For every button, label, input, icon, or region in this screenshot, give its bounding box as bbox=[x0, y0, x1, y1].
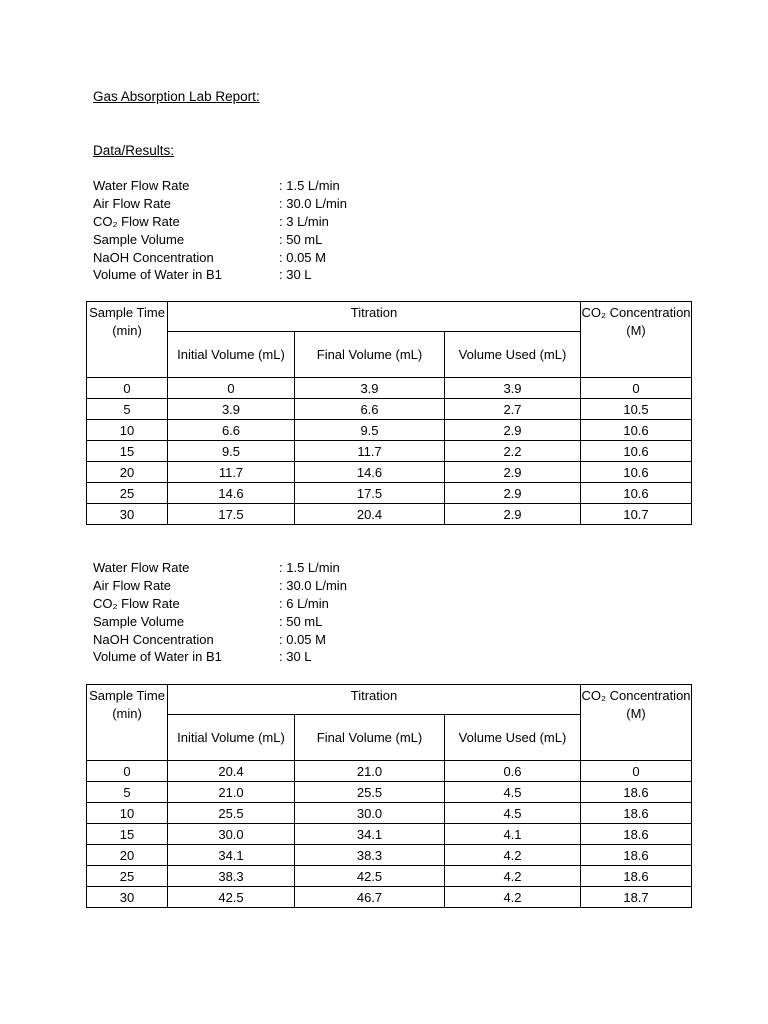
cell-volume-used: 4.2 bbox=[445, 866, 581, 887]
table-row bbox=[87, 420, 692, 441]
param-value: : 1.5 L/min bbox=[279, 178, 340, 193]
header-titration: Titration bbox=[168, 302, 581, 332]
table-row bbox=[87, 803, 692, 824]
param-row bbox=[93, 195, 493, 213]
cell-volume-used: 3.9 bbox=[445, 378, 581, 399]
param-row bbox=[93, 213, 493, 231]
cell-co2-concentration: 10.7 bbox=[581, 504, 692, 525]
param-value: : 30.0 L/min bbox=[279, 577, 347, 593]
header-sample-time: Sample Time (min) bbox=[87, 302, 168, 378]
param-value: : 50 mL bbox=[279, 231, 323, 247]
cell-volume-used: 2.2 bbox=[445, 441, 581, 462]
cell-sample-time: 10 bbox=[87, 803, 168, 824]
cell-co2-concentration: 10.6 bbox=[581, 441, 692, 462]
section-heading: Data/Results: bbox=[93, 143, 175, 158]
param-label: NaOH Concentration bbox=[93, 249, 214, 265]
cell-co2-concentration: 18.6 bbox=[581, 845, 692, 866]
cell-volume-used: 2.9 bbox=[445, 483, 581, 504]
cell-sample-time: 5 bbox=[87, 782, 168, 803]
cell-co2-concentration: 10.5 bbox=[581, 399, 692, 420]
cell-initial-volume: 30.0 bbox=[168, 824, 295, 845]
cell-initial-volume: 6.6 bbox=[168, 420, 295, 441]
cell-sample-time: 30 bbox=[87, 504, 168, 525]
cell-final-volume: 14.6 bbox=[295, 462, 445, 483]
param-label: Sample Volume bbox=[93, 231, 185, 247]
cell-co2-concentration: 10.6 bbox=[581, 420, 692, 441]
param-label: Sample Volume bbox=[93, 613, 185, 629]
cell-final-volume: 30.0 bbox=[295, 803, 445, 824]
cell-sample-time: 25 bbox=[87, 866, 168, 887]
cell-co2-concentration: 0 bbox=[581, 761, 692, 782]
param-label: Air Flow Rate bbox=[93, 195, 172, 211]
cell-co2-concentration: 18.6 bbox=[581, 782, 692, 803]
cell-initial-volume: 38.3 bbox=[168, 866, 295, 887]
param-label: Volume of Water in B1 bbox=[93, 649, 222, 665]
header-sample-time: Sample Time (min) bbox=[87, 685, 168, 761]
cell-sample-time: 20 bbox=[87, 845, 168, 866]
cell-volume-used: 4.2 bbox=[445, 845, 581, 866]
param-label: NaOH Concentration bbox=[93, 631, 214, 647]
param-row bbox=[93, 559, 493, 577]
param-label: CO₂ Flow Rate bbox=[93, 595, 180, 611]
header-co2-concentration: CO₂ Concentration (M) bbox=[581, 685, 692, 761]
cell-final-volume: 6.6 bbox=[295, 399, 445, 420]
header-final-volume: Final Volume (mL) bbox=[295, 332, 445, 378]
param-value: : 0.05 M bbox=[279, 249, 326, 265]
results-table bbox=[86, 301, 692, 525]
param-value: : 50 mL bbox=[279, 613, 323, 629]
param-row bbox=[93, 177, 493, 195]
param-row bbox=[93, 631, 493, 649]
param-row bbox=[93, 577, 493, 595]
cell-volume-used: 2.9 bbox=[445, 462, 581, 483]
cell-final-volume: 25.5 bbox=[295, 782, 445, 803]
cell-volume-used: 2.9 bbox=[445, 420, 581, 441]
cell-sample-time: 30 bbox=[87, 887, 168, 908]
cell-co2-concentration: 18.6 bbox=[581, 866, 692, 887]
cell-initial-volume: 42.5 bbox=[168, 887, 295, 908]
param-label: Air Flow Rate bbox=[93, 577, 172, 593]
cell-initial-volume: 3.9 bbox=[168, 399, 295, 420]
cell-initial-volume: 25.5 bbox=[168, 803, 295, 824]
cell-co2-concentration: 10.6 bbox=[581, 483, 692, 504]
param-label: Volume of Water in B1 bbox=[93, 267, 222, 283]
param-value: : 30 L bbox=[279, 267, 312, 283]
header-initial-volume: Initial Volume (mL) bbox=[168, 332, 295, 378]
param-row bbox=[93, 613, 493, 631]
header-volume-used: Volume Used (mL) bbox=[445, 715, 581, 761]
table-row bbox=[87, 441, 692, 462]
results-table bbox=[86, 684, 692, 908]
param-row bbox=[93, 595, 493, 613]
cell-volume-used: 4.5 bbox=[445, 782, 581, 803]
param-value: : 3 L/min bbox=[279, 213, 329, 229]
cell-initial-volume: 11.7 bbox=[168, 462, 295, 483]
cell-initial-volume: 14.6 bbox=[168, 483, 295, 504]
cell-initial-volume: 21.0 bbox=[168, 782, 295, 803]
param-row bbox=[93, 249, 493, 267]
table-row bbox=[87, 378, 692, 399]
table-row bbox=[87, 504, 692, 525]
param-value: : 0.05 M bbox=[279, 631, 326, 647]
cell-initial-volume: 0 bbox=[168, 378, 295, 399]
cell-sample-time: 20 bbox=[87, 462, 168, 483]
cell-volume-used: 4.1 bbox=[445, 824, 581, 845]
cell-co2-concentration: 0 bbox=[581, 378, 692, 399]
table-row bbox=[87, 887, 692, 908]
parameters-list bbox=[93, 177, 493, 284]
table-row bbox=[87, 483, 692, 504]
cell-final-volume: 17.5 bbox=[295, 483, 445, 504]
param-label: Water Flow Rate bbox=[93, 178, 190, 193]
cell-sample-time: 15 bbox=[87, 441, 168, 462]
cell-sample-time: 25 bbox=[87, 483, 168, 504]
cell-final-volume: 21.0 bbox=[295, 761, 445, 782]
header-initial-volume: Initial Volume (mL) bbox=[168, 715, 295, 761]
cell-volume-used: 2.9 bbox=[445, 504, 581, 525]
cell-volume-used: 2.7 bbox=[445, 399, 581, 420]
param-value: : 30.0 L/min bbox=[279, 195, 347, 211]
param-label: CO₂ Flow Rate bbox=[93, 213, 180, 229]
param-row bbox=[93, 266, 493, 284]
table-row bbox=[87, 824, 692, 845]
cell-final-volume: 20.4 bbox=[295, 504, 445, 525]
cell-final-volume: 34.1 bbox=[295, 824, 445, 845]
param-value: : 6 L/min bbox=[279, 595, 329, 611]
cell-sample-time: 0 bbox=[87, 761, 168, 782]
header-volume-used: Volume Used (mL) bbox=[445, 332, 581, 378]
cell-final-volume: 11.7 bbox=[295, 441, 445, 462]
cell-final-volume: 9.5 bbox=[295, 420, 445, 441]
param-value: : 1.5 L/min bbox=[279, 560, 340, 575]
param-value: : 30 L bbox=[279, 649, 312, 665]
cell-co2-concentration: 10.6 bbox=[581, 462, 692, 483]
cell-sample-time: 5 bbox=[87, 399, 168, 420]
table-row bbox=[87, 761, 692, 782]
param-row bbox=[93, 231, 493, 249]
cell-sample-time: 0 bbox=[87, 378, 168, 399]
header-titration: Titration bbox=[168, 685, 581, 715]
header-co2-concentration: CO₂ Concentration (M) bbox=[581, 302, 692, 378]
param-label: Water Flow Rate bbox=[93, 560, 190, 575]
cell-volume-used: 4.5 bbox=[445, 803, 581, 824]
table-row bbox=[87, 866, 692, 887]
cell-volume-used: 0.6 bbox=[445, 761, 581, 782]
table-row bbox=[87, 399, 692, 420]
cell-sample-time: 15 bbox=[87, 824, 168, 845]
table-row bbox=[87, 845, 692, 866]
cell-co2-concentration: 18.7 bbox=[581, 887, 692, 908]
cell-final-volume: 46.7 bbox=[295, 887, 445, 908]
cell-initial-volume: 9.5 bbox=[168, 441, 295, 462]
cell-volume-used: 4.2 bbox=[445, 887, 581, 908]
cell-initial-volume: 20.4 bbox=[168, 761, 295, 782]
table-row bbox=[87, 782, 692, 803]
cell-co2-concentration: 18.6 bbox=[581, 824, 692, 845]
cell-final-volume: 3.9 bbox=[295, 378, 445, 399]
cell-initial-volume: 34.1 bbox=[168, 845, 295, 866]
cell-final-volume: 42.5 bbox=[295, 866, 445, 887]
param-row bbox=[93, 648, 493, 666]
table-row bbox=[87, 462, 692, 483]
cell-sample-time: 10 bbox=[87, 420, 168, 441]
cell-initial-volume: 17.5 bbox=[168, 504, 295, 525]
header-final-volume: Final Volume (mL) bbox=[295, 715, 445, 761]
parameters-list bbox=[93, 559, 493, 666]
cell-final-volume: 38.3 bbox=[295, 845, 445, 866]
report-title: Gas Absorption Lab Report: bbox=[93, 89, 260, 104]
cell-co2-concentration: 18.6 bbox=[581, 803, 692, 824]
